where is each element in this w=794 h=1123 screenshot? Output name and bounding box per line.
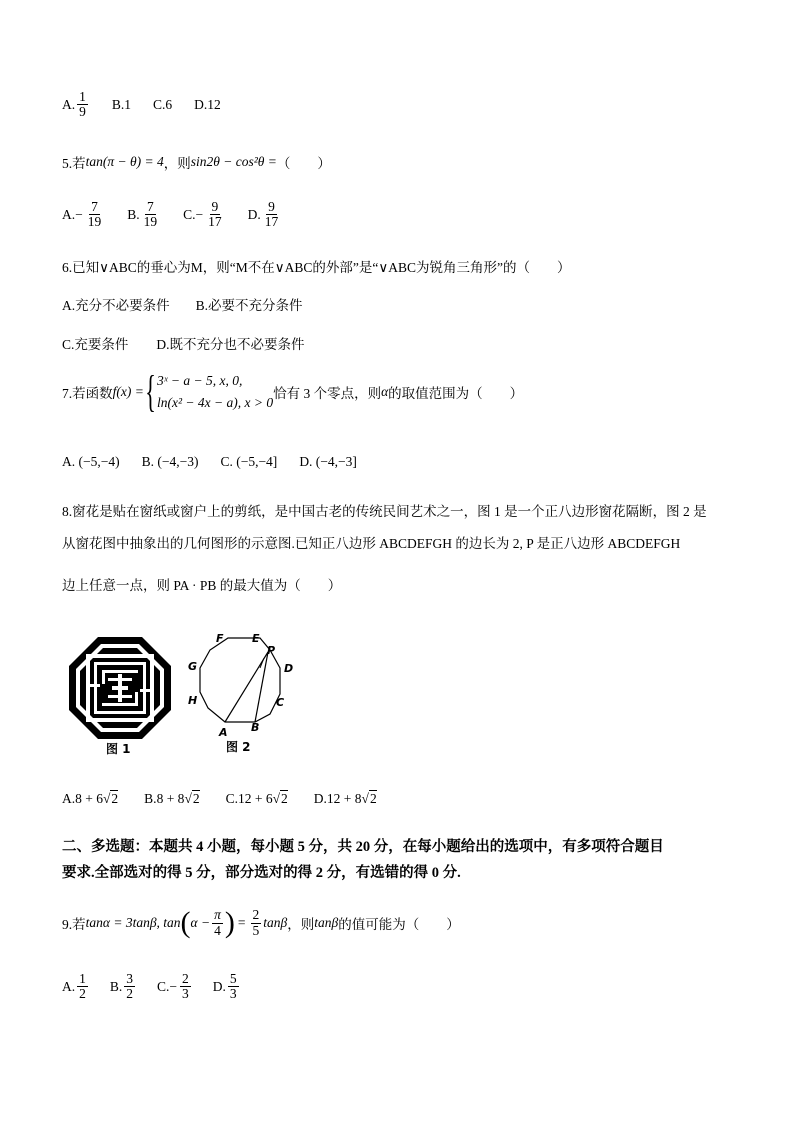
fraction: $\frac{2}{3}$ xyxy=(182,971,189,1002)
piecewise-function: { 3ˣ − a − 5, x, 0, ln(x² − 4x − a), x > 0 xyxy=(145,367,274,416)
sqrt: √ 2 xyxy=(103,791,119,806)
vertex-label-b: B xyxy=(251,721,260,734)
fraction: $\frac{2}{5}$ xyxy=(252,907,260,938)
q4-option-c: C.6 xyxy=(153,96,173,112)
octagon-diagram xyxy=(180,628,300,740)
q8-options xyxy=(62,790,399,807)
fraction: $\frac{7}{19}$ xyxy=(143,199,158,230)
q5-options xyxy=(62,200,304,229)
q7-option-c: C. (−5,−4] xyxy=(220,454,278,469)
vertex-label-p: P xyxy=(267,644,276,657)
q9-option-b: B. $\frac{3}{2}$ xyxy=(109,971,134,1002)
q6-options-row1 xyxy=(62,294,325,314)
fraction: $\frac{3}{2}$ xyxy=(126,971,134,1002)
q6-option-a: A.充分不必要条件 xyxy=(62,298,170,313)
q8-option-c: C. 12 + 6 √ 2 xyxy=(225,790,288,806)
q9-options xyxy=(62,972,263,1001)
q8-option-d: D. 12 + 8 √ 2 xyxy=(313,790,377,806)
brace-icon: { xyxy=(145,367,156,416)
q8-line3: 边上任意一点，则 PA · PB 的最大值为（ ） xyxy=(62,578,342,593)
q5-option-c: C. − $\frac{9}{17}$ xyxy=(183,199,222,230)
fraction: $\frac{\pi}{4}$ xyxy=(214,907,221,938)
fraction: $\frac{9}{17}$ xyxy=(208,199,222,230)
q8-option-b: B. 8 + 8 √ 2 xyxy=(144,790,200,806)
q6-option-b: B.必要不充分条件 xyxy=(195,298,303,313)
q9-stem: 9.若 tanα = 3tanβ, tan ( α − $\frac{\pi}{4}$ ) = $\frac{2}{5}$ tanβ ，则 tanβ 的值可能为（ ） xyxy=(62,906,460,939)
q4-option-d: D.12 xyxy=(194,96,221,112)
q7-stem: 7.若函数 f(x) = { 3ˣ − a − 5, x, 0, ln(x² − 4x − a), x > 0 恰有 3 个零点，则 α 的取值范围为（ ） xyxy=(62,367,524,416)
q8-line2: 从窗花图中抽象出的几何图形的示意图.已知正八边形 ABCDEFGH 的边长为 2, P 是正八边形 ABCDEFGH xyxy=(62,536,681,551)
figure-1-caption: 图 1 xyxy=(106,742,131,756)
sqrt: √ 2 xyxy=(272,791,288,806)
q6-options-row2 xyxy=(62,333,327,353)
q5-option-b: B. $\frac{7}{19}$ xyxy=(127,199,158,230)
vertex-label-g: G xyxy=(188,660,198,673)
vertex-label-d: D xyxy=(284,662,294,675)
q6-option-c: C.充要条件 xyxy=(62,337,129,352)
q6-stem: 6.已知∨ABC的垂心为M，则“M不在∨ABC的外部”是“∨ABC为锐角三角形”的（ ） xyxy=(62,260,571,275)
q5-stem: 5.若 tan(π − θ) = 4 ，则 sin2θ − cos²θ = （ ） xyxy=(62,154,331,171)
vertex-label-a: A xyxy=(219,726,228,739)
q4-options xyxy=(62,90,243,119)
q4-option-a: A. $\frac{1}{9}$ xyxy=(62,89,86,120)
vertex-label-c: C xyxy=(276,696,285,709)
q7-options xyxy=(62,454,379,470)
q8-line1: 8.窗花是贴在窗纸或窗户上的剪纸，是中国古老的传统民间艺术之一，图 1 是一个正八边形窗花隔断，图 2 是 xyxy=(62,504,707,519)
fraction: $\frac{5}{3}$ xyxy=(229,971,237,1002)
q6-option-d: D.既不充分也不必要条件 xyxy=(156,337,305,352)
fraction: $\frac{7}{19}$ xyxy=(87,199,102,230)
q5-option-a: A. − $\frac{7}{19}$ xyxy=(62,199,102,230)
sqrt: √ 2 xyxy=(361,791,377,806)
q4-option-b: B.1 xyxy=(111,96,132,112)
figure-2-caption: 图 2 xyxy=(226,740,251,754)
q9-option-a: A. $\frac{1}{2}$ xyxy=(62,971,86,1002)
vertex-label-e: E xyxy=(252,632,260,645)
q7-option-b: B. (−4,−3) xyxy=(141,454,199,469)
fraction: $\frac{1}{9}$ xyxy=(79,89,86,120)
section2-heading: 二、多选题：本题共 4 小题，每小题 5 分，共 20 分，在每小题给出的选项中，有多项符合题目 要求.全部选对的得 5 分，部分选对的得 2 分，有选错的得 0 分. xyxy=(62,839,664,881)
window-flower-figure xyxy=(68,636,172,740)
sqrt: √ 2 xyxy=(184,791,200,806)
q7-option-d: D. (−4,−3] xyxy=(299,454,357,469)
q7-option-a: A. (−5,−4) xyxy=(62,454,120,469)
q9-option-d: D. $\frac{5}{3}$ xyxy=(212,971,237,1002)
fraction: $\frac{9}{17}$ xyxy=(264,199,279,230)
fraction: $\frac{1}{2}$ xyxy=(79,971,86,1002)
vertex-label-f: F xyxy=(216,632,224,645)
q9-option-c: C. − $\frac{2}{3}$ xyxy=(157,971,189,1002)
q8-option-a: A. 8 + 6 √ 2 xyxy=(62,790,119,806)
vertex-label-h: H xyxy=(188,694,198,707)
q5-option-d: D. $\frac{9}{17}$ xyxy=(247,199,279,230)
